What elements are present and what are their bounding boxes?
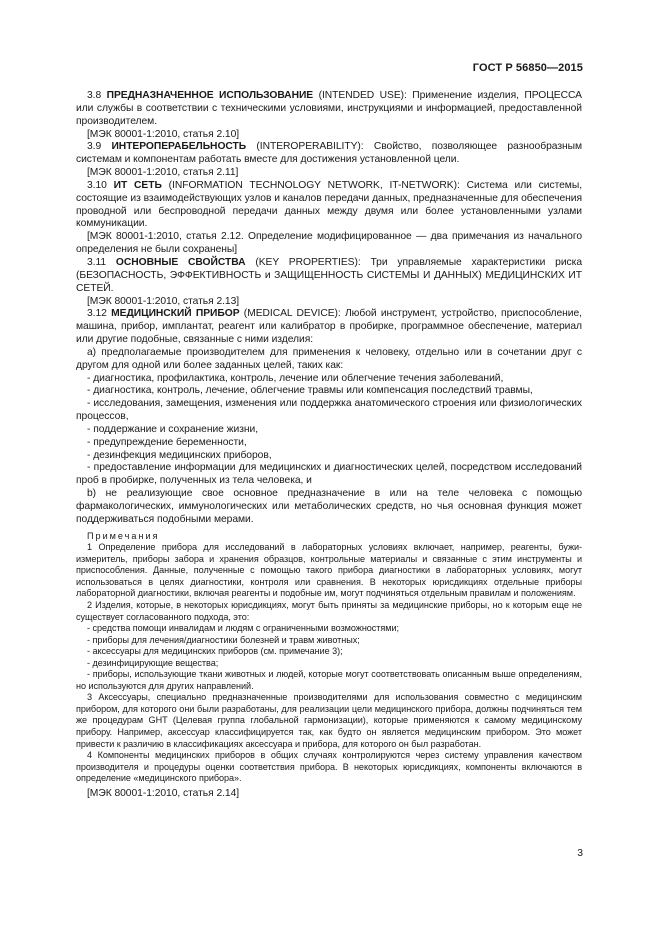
clause-number: 3.12	[87, 308, 107, 320]
definition-text: (INTEROPERABILITY): Свойство, позволяющее разнообразным системам и компонентам работать вместе для достижения установленной цели.	[76, 141, 583, 166]
note-list-item: - приборы для лечения/диагностики болезней и травм животных;	[87, 634, 360, 645]
notes-heading: Примечания	[87, 530, 160, 541]
note-list-item: - приборы, использующие ткани животных и людей, которые могут соответствовать описанным выше определениям, но используются для других направлений.	[76, 669, 582, 691]
definition-3-9	[76, 141, 582, 167]
note-list-item: - аксессуары для медицинских приборов (см. примечание 3);	[87, 646, 343, 657]
clause-number: 3.9	[87, 141, 102, 153]
definition-text: (KEY PROPERTIES): Три управляемые характеристики риска (БЕЗОПАСНОСТЬ, ЭФФЕКТИВНОСТЬ и ЗАЩИЩЕННОСТЬ СИСТЕМЫ И ДАННЫХ) МЕДИЦИНСКИХ ИТ СЕТЕЙ.	[76, 256, 583, 294]
list-item: - дезинфекция медицинских приборов,	[87, 449, 272, 461]
list-item: - диагностика, контроль, лечение, облегчение травмы или компенсация последствий травмы,	[87, 385, 533, 397]
item-a: а) предполагаемые производителем для применения к человеку, отдельно или в сочетании друг с другом для одной или более заданных целей, таких как:	[76, 346, 582, 371]
note-list-item: - дезинфицирующие вещества;	[87, 657, 219, 668]
list-item: - диагностика, профилактика, контроль, лечение или облегчение течения заболеваний,	[87, 372, 504, 384]
item-b: b) не реализующие свое основное предназначение в или на теле человека с помощью фармакологических, иммунологических или метаболических средств, но чья основная функция может поддерживаться подобными мерами.	[76, 488, 582, 525]
note-3: 3 Аксессуары, специально предназначенные производителями для использования совместно с медицинским прибором, для которого они были разработаны, для реализации цели медицинского прибора, должны подчиняться тем же процедурам GHT (Целевая группа глобальной гармонизации), которые применяются к самому медицинскому прибору. Например, аксессуар классифицируется так, как будто он является медицинским прибором. Это может привести к различию в классификациях аксессуара и прибора, для которого он был разработан.	[76, 692, 582, 749]
list-item: - поддержание и сохранение жизни,	[87, 423, 259, 435]
reference: [МЭК 80001-1:2010, статья 2.12. Определение модифицированное — два примечания из начального определения не были сохранены]	[76, 231, 582, 256]
definition-3-12	[76, 308, 582, 347]
note-4: 4 Компоненты медицинских приборов в общих случаях контролируются через систему управления качеством производителя и процедуры оценки соответствия прибора. В некоторых юрисдикциях, компоненты включаются в определение «медицинского прибора».	[76, 750, 582, 784]
note-2: 2 Изделия, которые, в некоторых юрисдикциях, могут быть приняты за медицинские приборы, но к которым еще не существует согласованного подхода, это:	[76, 599, 582, 622]
definition-3-11	[76, 257, 582, 296]
term: ИТ СЕТЬ	[113, 179, 162, 191]
reference: [МЭК 80001-1:2010, статья 2.11]	[87, 167, 239, 179]
term: ИНТЕРОПЕРАБЕЛЬНОСТЬ	[111, 141, 247, 153]
reference: [МЭК 80001-1:2010, статья 2.13]	[87, 295, 240, 307]
term: ПРЕДНАЗНАЧЕННОЕ ИСПОЛЬЗОВАНИЕ	[106, 90, 314, 101]
clause-number: 3.8	[87, 90, 102, 101]
notes-block	[76, 531, 582, 785]
note-list-item: - средства помощи инвалидам и людям с ограниченными возможностями;	[87, 623, 400, 634]
clause-number: 3.10	[87, 179, 107, 191]
definition-3-10	[76, 180, 582, 231]
definition-text: (INTENDED USE): Применение изделия, ПРОЦЕССА или службы в соответствии с техническими условиями, инструкциями и информацией, предоставленной производителем.	[76, 90, 582, 127]
document-body	[76, 90, 582, 801]
reference: [МЭК 80001-1:2010, статья 2.10]	[87, 128, 240, 140]
list-item: - предоставление информации для медицинских и диагностических целей, посредством исследований проб в пробирке, полученных из тела человека, и	[76, 462, 582, 487]
list-item: - предупреждение беременности,	[87, 436, 247, 448]
clause-number: 3.11	[87, 256, 107, 268]
definition-text: (MEDICAL DEVICE): Любой инструмент, устройство, приспособление, машина, прибор, имплантат, реагент или калибратор в пробирке, программное обеспечение, материал или другие подобные, связанные с ними изделия:	[76, 308, 582, 346]
definition-text: (INFORMATION TECHNOLOGY NETWORK, IT-NETWORK): Система или системы, состоящие из взаимодействующих узлов и каналов передачи данных, предназначенные для обеспечения проводной или беспроводной передачи данных между двумя или более установленными узлами коммуникации.	[76, 179, 582, 230]
standard-header: ГОСТ Р 56850—2015	[472, 62, 583, 74]
term: ОСНОВНЫЕ СВОЙСТВА	[115, 256, 246, 268]
note-1: 1 Определение прибора для исследований в лабораторных условиях включает, например, реагенты, бужи-измеритель, приборы забора и хранения образцов, контрольные материалы и связанные с этим инструменты и приспособления. Данные, полученные с помощью такого прибора диагностики в лабораторных условиях, могут использоваться в целях диагностики, контроля или сравнения. В некоторых юрисдикциях отдельные приборы лабораторной диагностики, включая реагенты и подобные им, могут подчиняться отдельным правилам и положениям.	[76, 542, 582, 599]
list-item: - исследования, замещения, изменения или поддержка анатомического строения или физиологических процессов,	[76, 398, 582, 423]
definition-3-8	[76, 90, 582, 129]
term: МЕДИЦИНСКИЙ ПРИБОР	[111, 308, 240, 320]
page-number: 3	[577, 848, 583, 859]
reference: [МЭК 80001-1:2010, статья 2.14]	[87, 787, 240, 799]
